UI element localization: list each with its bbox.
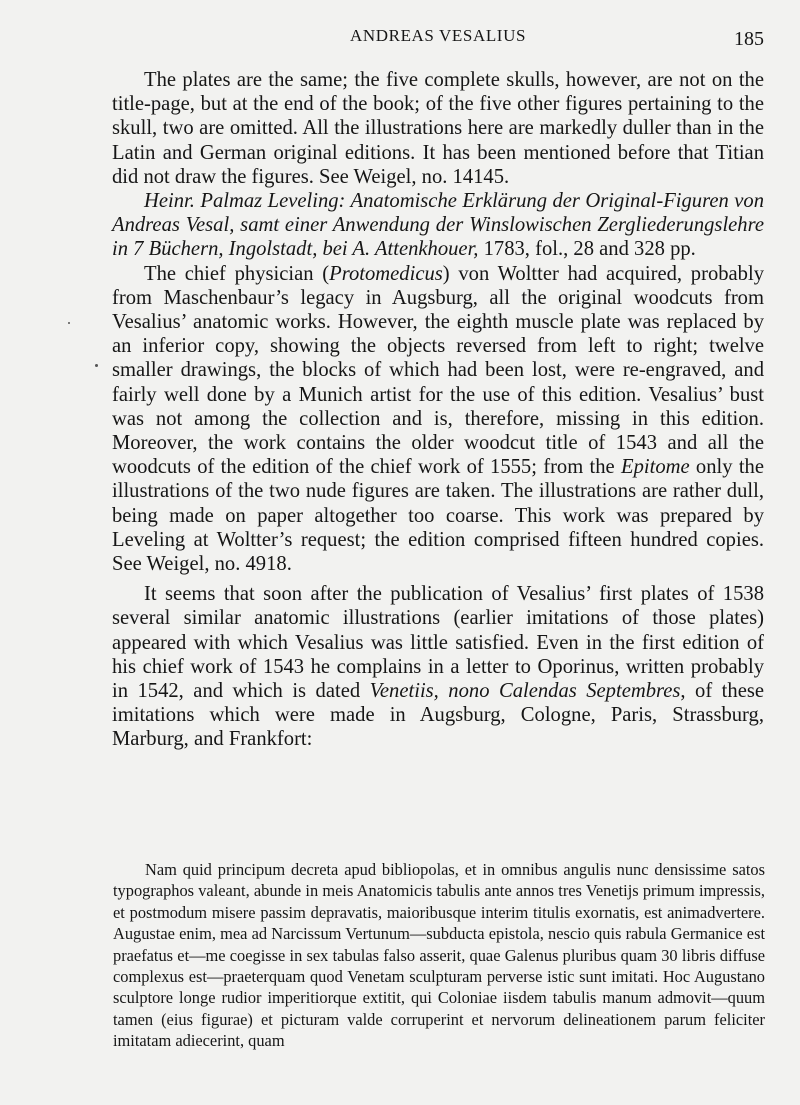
citation-title: Heinr. Palmaz Leveling: Anatomische Erklärung der Original-Figuren von Andreas Vesal, samt einer Anwendung der Winslowischen Zergliederungslehre in 7 Büchern, Ingolstadt, bei A. Attenkhouer, [112, 190, 764, 261]
paper-speck [68, 322, 70, 324]
page-number: 185 [734, 28, 764, 50]
paragraph-imitations [112, 582, 764, 751]
page-header [112, 24, 764, 50]
p3-part-a: It seems that soon after the publication of Vesalius’ first plates of 1538 several similar anatomic illustrations (earlier imitations of those plates) appeared with which Vesalius was little satisfied. Even in the first edition of his chief work of 1543 he complains in a letter to Oporinus, written probably in 1542, and which is dated [112, 583, 764, 703]
citation-details: 1783, fol., 28 and 328 pp. [478, 238, 696, 261]
p3-part-c: , of these imitations which were made in Augsburg, Cologne, Paris, Strassburg, Marburg, and Frankfort: [112, 680, 764, 751]
body-text [112, 68, 764, 752]
citation-leveling [112, 189, 764, 262]
p2-part-c: ) von Woltter had acquired, probably from Maschenbaur’s legacy in Augsburg, all the original woodcuts from Vesalius’ anatomic works. However, the eighth muscle plate was replaced by an inferior copy, showing the objects reversed from left to right; twelve smaller drawings, the blocks of which had been lost, were re-engraved, and fairly well done by a Munich artist for the use of this edition. Vesalius’ bust was not among the collection and is, therefore, missing in this edition. Moreover, the work contains the older woodcut title of 1543 and all the woodcuts of the edition of the chief work of 1555; from the [112, 262, 764, 479]
latin-quotation: Nam quid principum decreta apud bibliopolas, et in omnibus angulis nunc densissime satos typographos valeant, abunde in meis Anatomicis tabulis ante annos tres Venetijs primum impressis, et postmodum misere passim depravatis, maioribusque interim titulis exornatis, est animadvertere. Augustae enim, mea ad Narcissum Vertunum—subducta epistola, nescio quis rabula Germanice est praefatus et—me coegisse in sex tabulas falso asserit, quae Galenus pluribus quam 30 libris diffuse complexus est—praeterquam quod Venetam sculpturam perverse istic sunt imitati. Hoc Augustano sculptore longe rudior imperitiorque extitit, qui Coloniae iisdem tabulis manum admovit—quum tamen (eius figurae) et picturam valde corruperint et nervorum delineationem parum feliciter imitatam adiecerint, quam [113, 860, 765, 1051]
running-head: ANDREAS VESALIUS [350, 26, 526, 45]
paragraph-woltter [112, 262, 764, 577]
p2-part-a: The chief physician ( [144, 262, 330, 285]
p2-protomedicus: Protomedicus [329, 262, 443, 285]
paragraph-plates: The plates are the same; the five complete skulls, however, are not on the title-page, but at the end of the book; of the five other figures pertaining to the skull, two are omitted. All the illustrations here are markedly duller than in the Latin and German original editions. It has been mentioned before that Titian did not draw the figures. See Weigel, no. 14145. [112, 69, 764, 188]
p2-part-e: only the illustrations of the two nude figures are taken. The illustrations are rather dull, being made on paper altogether too coarse. This work was prepared by Leveling at Woltter’s request; the edition comprised fifteen hundred copies. See Weigel, no. 4918. [112, 456, 764, 576]
paper-speck [95, 364, 98, 367]
p2-epitome: Epitome [621, 456, 690, 479]
p3-dateline: Venetiis, nono Calendas Septembres [369, 680, 681, 703]
